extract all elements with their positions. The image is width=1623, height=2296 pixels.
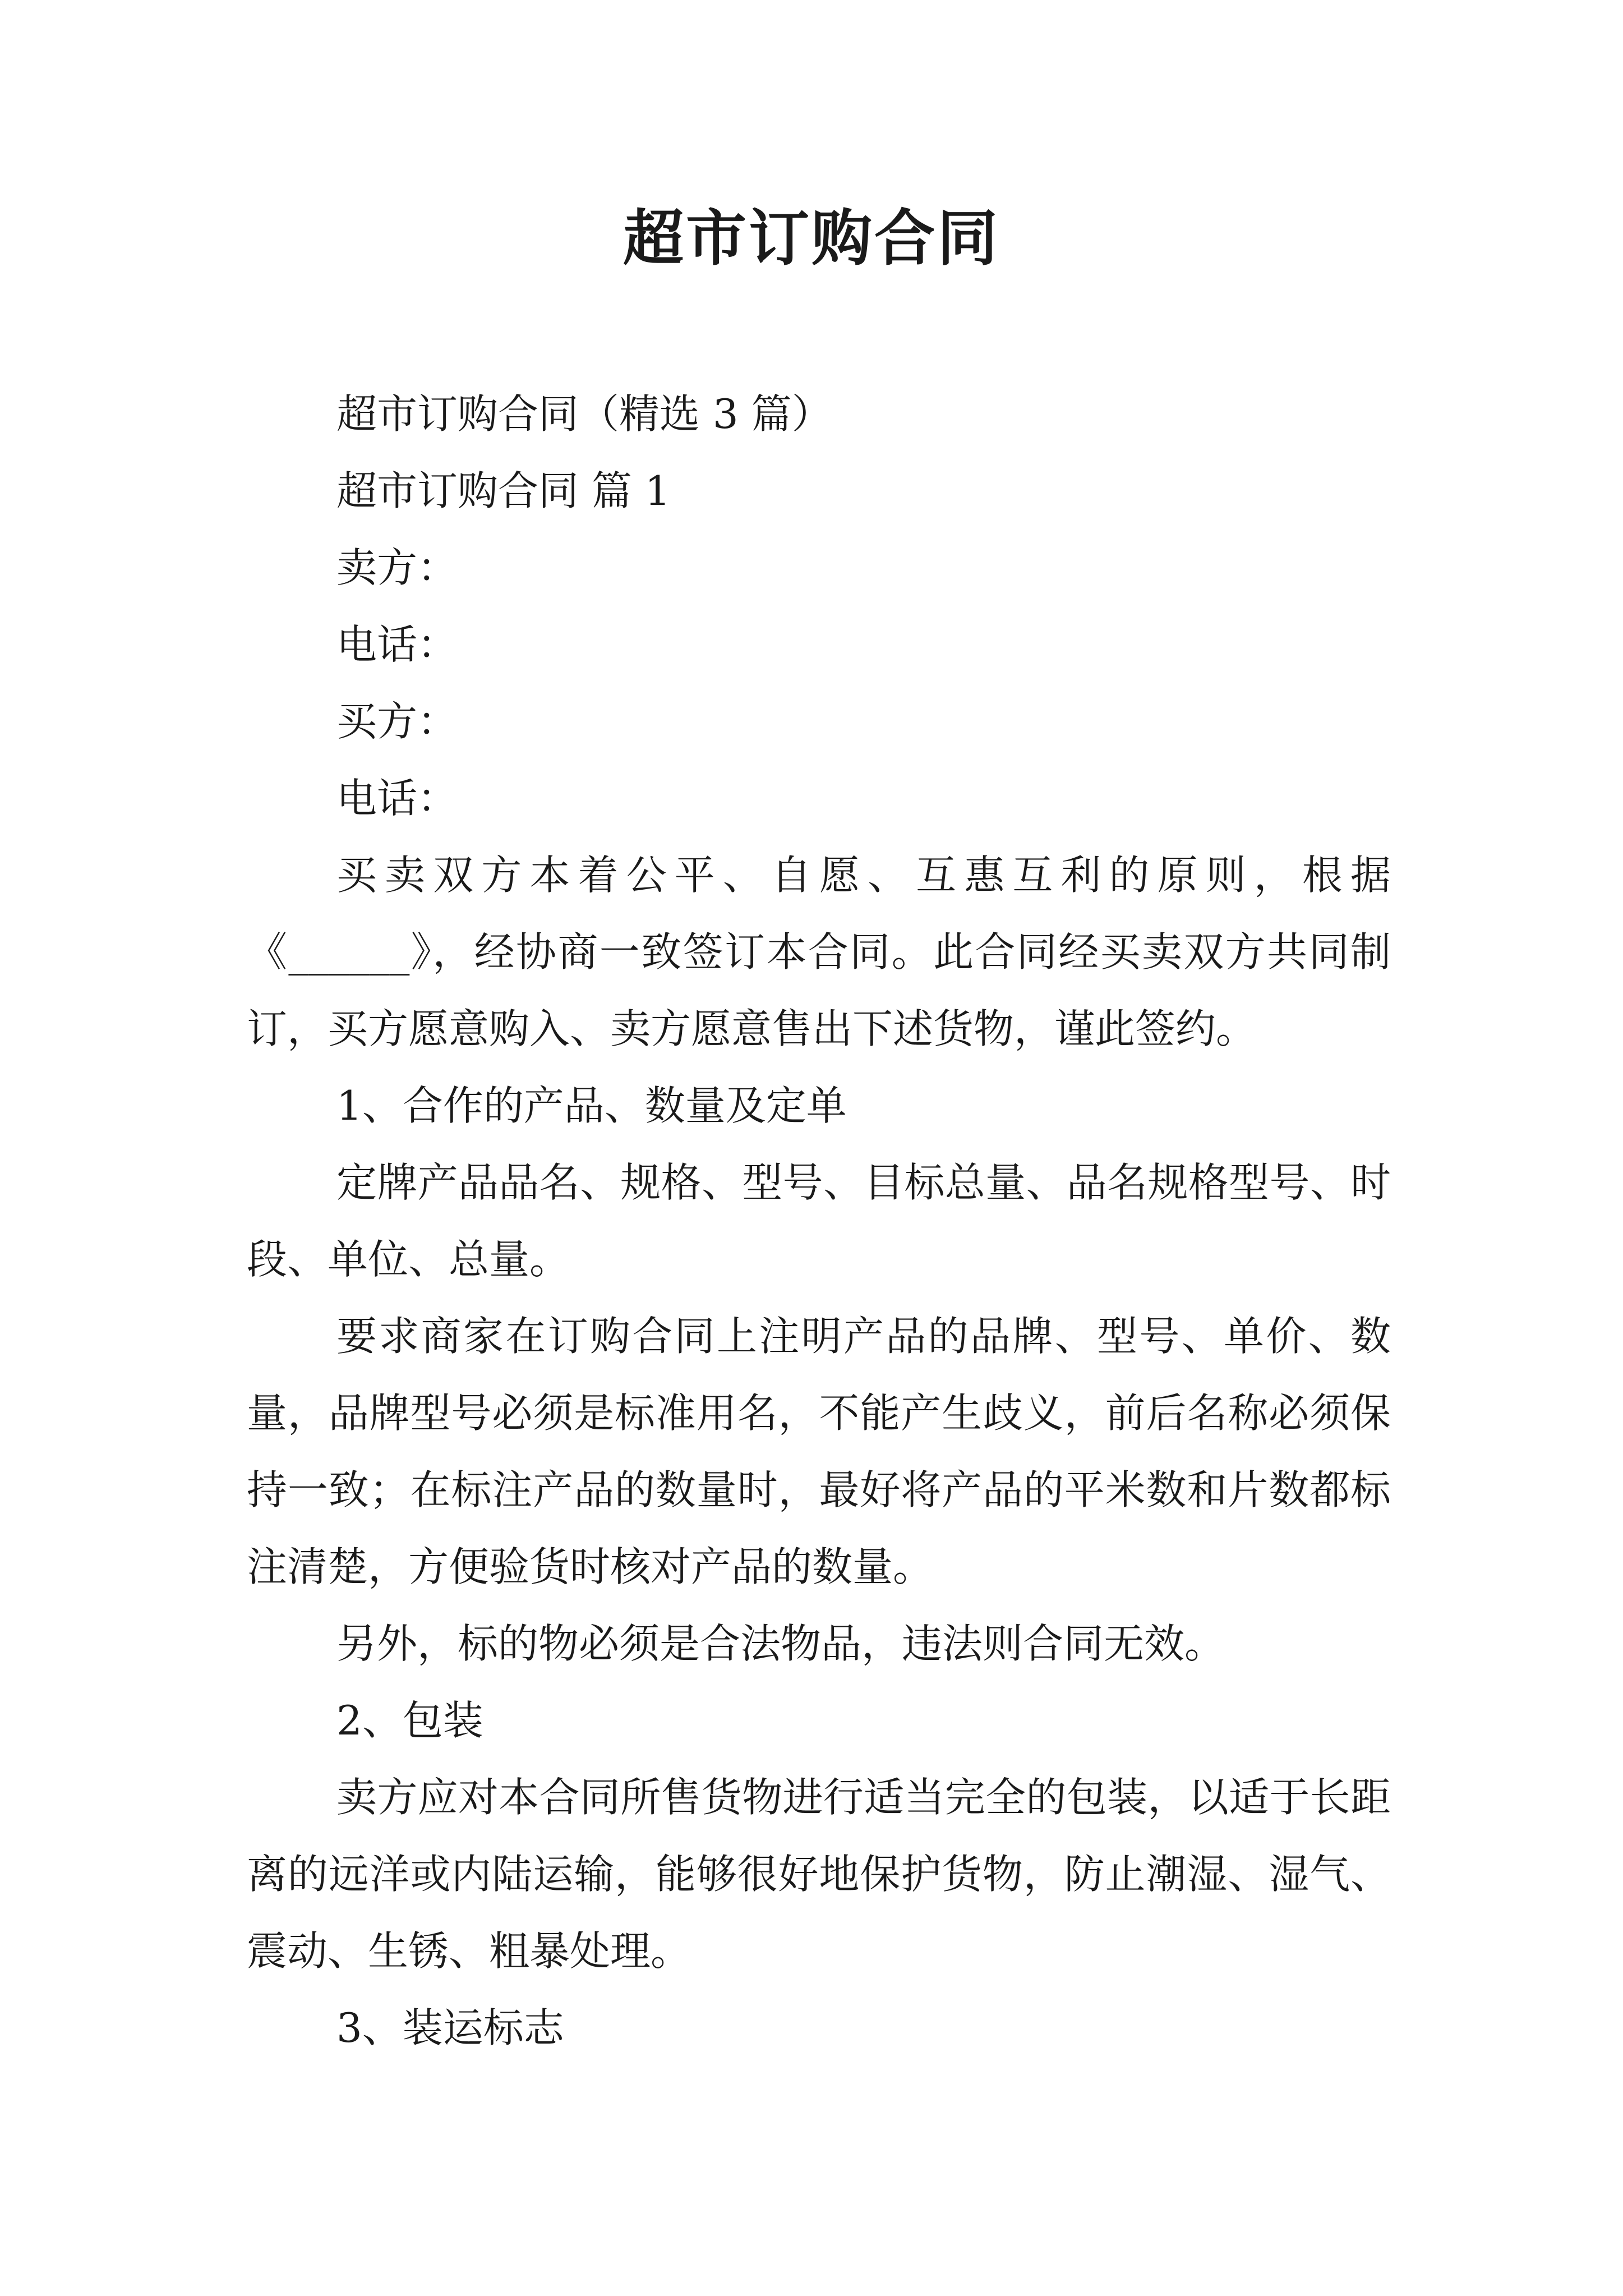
clause-heading-3: 3、装运标志 — [336, 2004, 564, 2051]
clause-paragraph: 定牌产品品名、规格、型号、目标总量、品名规格型号、时段、单位、总量。 — [247, 1159, 1391, 1283]
clause-heading-1: 1、合作的产品、数量及定单 — [336, 1082, 847, 1129]
buyer-phone-field: 电话： — [336, 775, 458, 822]
seller-field: 卖方： — [336, 544, 458, 591]
subtitle-line: 超市订购合同（精选 3 篇） — [336, 390, 832, 438]
document-body — [247, 376, 1391, 2067]
document-title: 超市订购合同 — [623, 203, 1000, 274]
buyer-field: 买方： — [336, 698, 458, 745]
clause-paragraph: 另外，标的物必须是合法物品，违法则合同无效。 — [336, 1620, 1225, 1667]
seller-phone-field: 电话： — [336, 621, 458, 668]
clause-paragraph: 卖方应对本合同所售货物进行适当完全的包装，以适于长距离的远洋或内陆运输，能够很好地保护货物，防止潮湿、湿气、震动、生锈、粗暴处理。 — [247, 1774, 1391, 1975]
section-heading: 超市订购合同 篇 1 — [336, 467, 671, 514]
preamble-paragraph: 买卖双方本着公平、自愿、互惠互利的原则，根据《______》，经协商一致签订本合同。此合同经买卖双方共同制订，买方愿意购入、卖方愿意售出下述货物，谨此签约。 — [247, 852, 1391, 1052]
clause-paragraph: 要求商家在订购合同上注明产品的品牌、型号、单价、数量，品牌型号必须是标准用名，不能产生歧义，前后名称必须保持一致；在标注产品的数量时，最好将产品的平米数和片数都标注清楚，方便验货时核对产品的数量。 — [247, 1313, 1391, 1590]
clause-heading-2: 2、包装 — [336, 1697, 483, 1744]
